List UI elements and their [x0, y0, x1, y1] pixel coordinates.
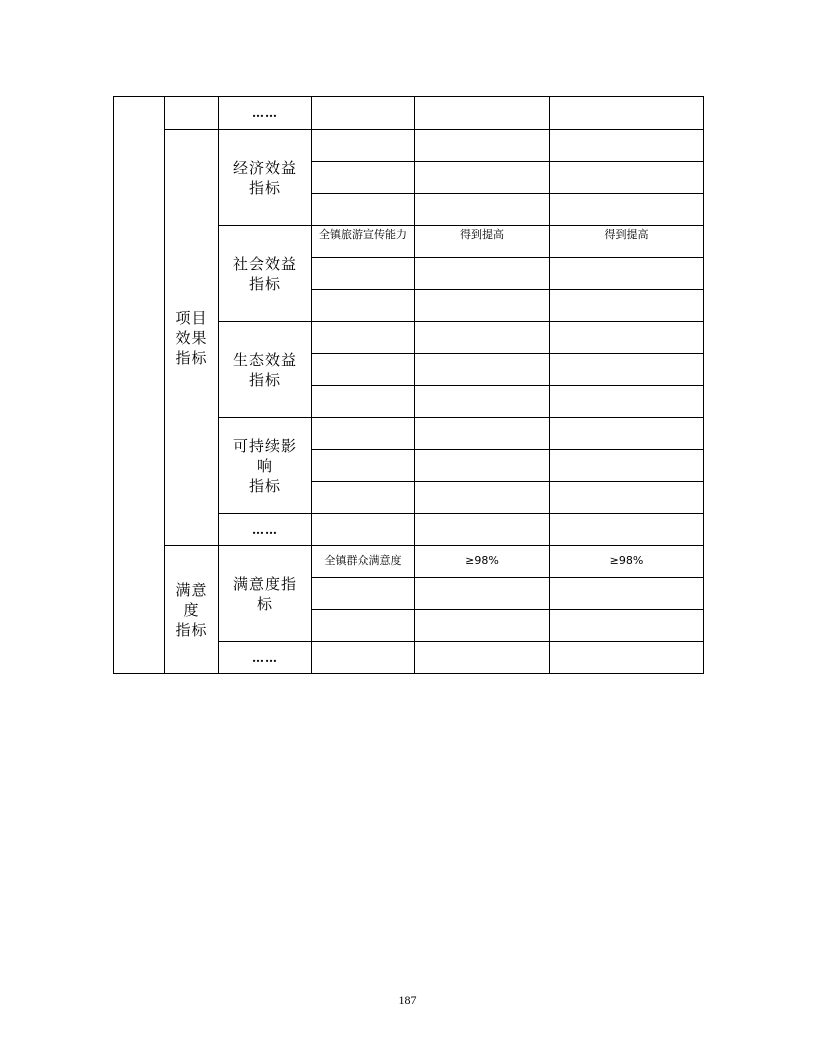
actual-cell — [550, 130, 704, 162]
target-cell — [415, 258, 550, 290]
tertiary-ellipsis: …… — [219, 97, 312, 130]
target-cell — [415, 450, 550, 482]
secondary-indicator-cell — [165, 97, 219, 130]
target-text: 得到提高 — [460, 228, 504, 241]
tertiary-ellipsis: …… — [219, 642, 312, 674]
page-number: 187 — [398, 993, 417, 1007]
tertiary-label-economic: 经济效益 指标 — [219, 130, 312, 226]
target-cell — [415, 386, 550, 418]
actual-cell — [550, 354, 704, 386]
target-cell — [415, 354, 550, 386]
secondary-label-satisfaction: 满意 度 指标 — [165, 546, 219, 674]
actual-cell — [550, 514, 704, 546]
indicator-text: 全镇旅游宣传能力 — [319, 228, 407, 241]
target-cell — [415, 482, 550, 514]
table-row — [114, 546, 704, 578]
actual-cell — [550, 322, 704, 354]
indicator-cell — [312, 386, 415, 418]
actual-cell — [550, 194, 704, 226]
tertiary-label-social: 社会效益 指标 — [219, 226, 312, 322]
indicator-cell — [312, 162, 415, 194]
tertiary-label-satisfaction: 满意度指 标 — [219, 546, 312, 642]
actual-cell — [550, 258, 704, 290]
indicator-cell — [312, 546, 415, 578]
table-row — [114, 97, 704, 130]
indicator-cell — [312, 97, 415, 130]
table-row — [114, 130, 704, 162]
tertiary-ellipsis: …… — [219, 514, 312, 546]
target-cell — [415, 578, 550, 610]
target-cell — [415, 162, 550, 194]
secondary-label-effect: 项目 效果 指标 — [165, 130, 219, 546]
tertiary-label-sustainable: 可持续影 响 指标 — [219, 418, 312, 514]
actual-cell — [550, 418, 704, 450]
target-cell — [415, 642, 550, 674]
indicator-cell — [312, 226, 415, 258]
target-cell — [415, 226, 550, 258]
target-cell — [415, 130, 550, 162]
indicator-cell — [312, 194, 415, 226]
actual-cell — [550, 386, 704, 418]
actual-text: ≥98% — [609, 554, 644, 567]
actual-cell — [550, 226, 704, 258]
primary-indicator-cell — [114, 97, 165, 674]
actual-cell — [550, 642, 704, 674]
target-cell — [415, 290, 550, 322]
actual-cell — [550, 546, 704, 578]
actual-cell — [550, 162, 704, 194]
actual-cell — [550, 290, 704, 322]
indicator-cell — [312, 642, 415, 674]
target-cell — [415, 194, 550, 226]
actual-text: 得到提高 — [604, 228, 649, 241]
actual-cell — [550, 578, 704, 610]
target-cell — [415, 97, 550, 130]
actual-cell — [550, 450, 704, 482]
actual-cell — [550, 610, 704, 642]
target-cell — [415, 322, 550, 354]
indicator-cell — [312, 514, 415, 546]
indicator-cell — [312, 610, 415, 642]
indicator-cell — [312, 354, 415, 386]
target-cell — [415, 514, 550, 546]
performance-indicator-table — [113, 96, 704, 674]
indicator-cell — [312, 290, 415, 322]
indicator-cell — [312, 258, 415, 290]
tertiary-label-ecological: 生态效益 指标 — [219, 322, 312, 418]
indicator-text: 全镇群众满意度 — [324, 554, 402, 567]
target-text: ≥98% — [465, 554, 499, 567]
target-cell — [415, 418, 550, 450]
target-cell — [415, 610, 550, 642]
indicator-cell — [312, 482, 415, 514]
indicator-cell — [312, 578, 415, 610]
actual-cell — [550, 482, 704, 514]
indicator-cell — [312, 130, 415, 162]
indicator-cell — [312, 418, 415, 450]
target-cell — [415, 546, 550, 578]
indicator-cell — [312, 322, 415, 354]
indicator-cell — [312, 450, 415, 482]
actual-cell — [550, 97, 704, 130]
